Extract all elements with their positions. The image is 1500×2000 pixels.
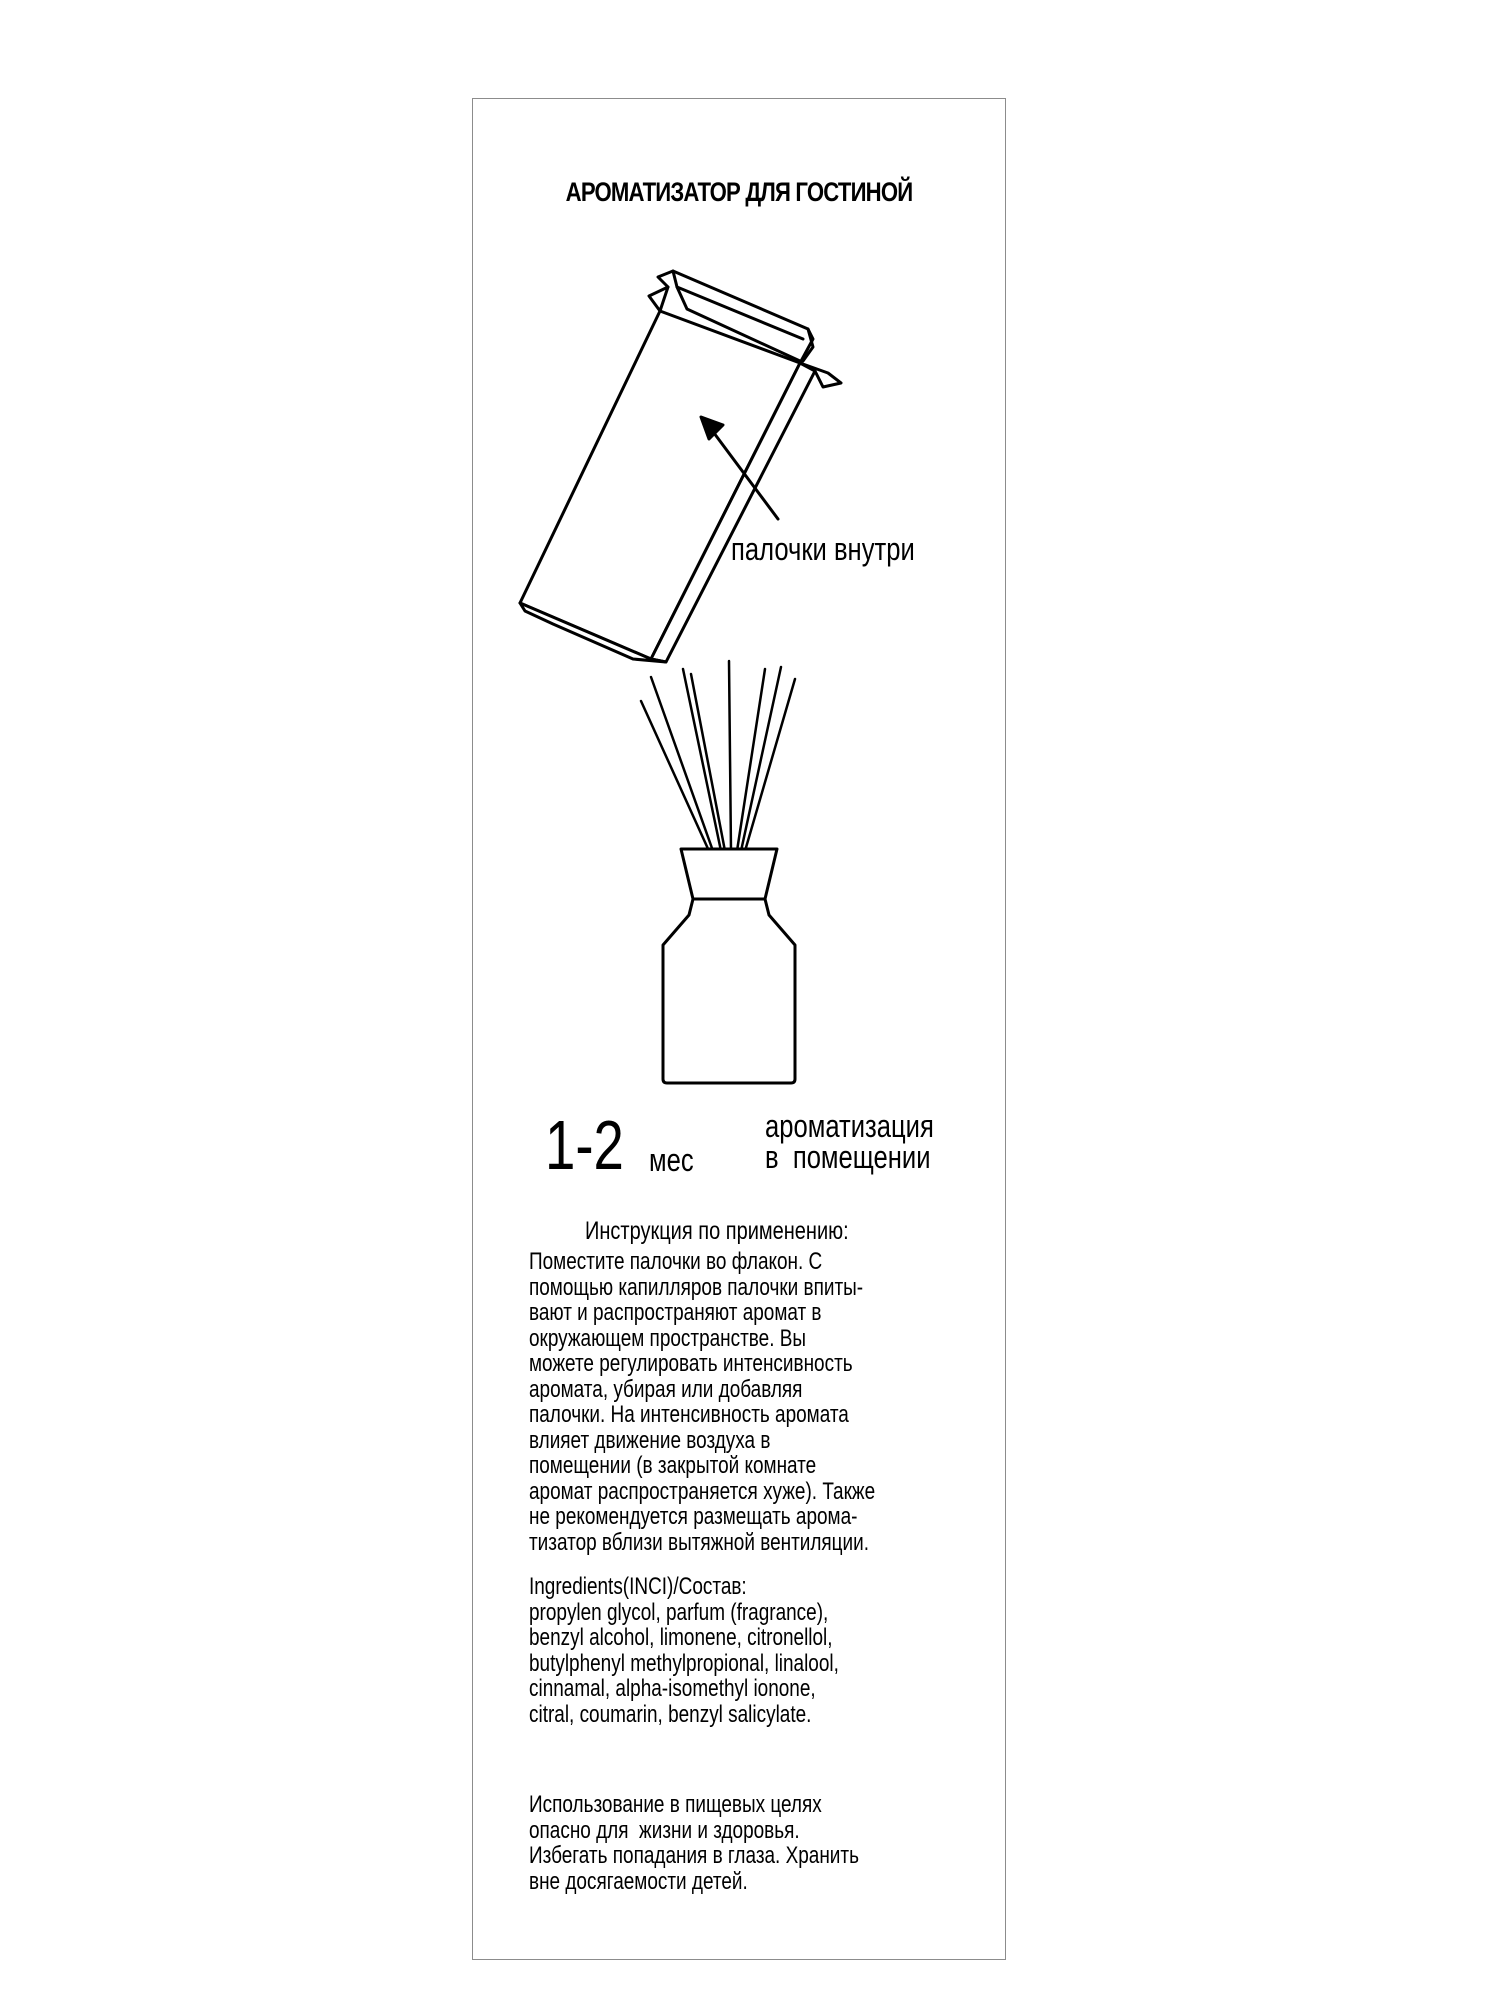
duration-number: 1-2 — [545, 1106, 624, 1184]
duration-desc-line: в помещении — [765, 1139, 931, 1175]
ingredients-text — [529, 1574, 948, 1727]
reed-sticks-icon — [641, 661, 795, 851]
instructions-text — [529, 1249, 948, 1555]
instructions-line: аромат распространяется хуже). Также — [529, 1477, 876, 1505]
warning-line: Использование в пищевых целях — [529, 1791, 822, 1818]
instructions-line: помещении (в закрытой комнате — [529, 1452, 817, 1479]
instructions-line: помощью капилляров палочки впиты- — [529, 1273, 864, 1301]
instructions-line: тизатор вблизи вытяжной вентиляции. — [529, 1528, 869, 1556]
instructions-line: аромата, убирая или добавляя — [529, 1375, 803, 1403]
warning-line: вне досягаемости детей. — [529, 1867, 748, 1895]
ingredients-line: citral, coumarin, benzyl salicylate. — [529, 1700, 812, 1728]
duration-unit: мес — [649, 1142, 694, 1178]
instructions-line: не рекомендуется размещать арома- — [529, 1503, 858, 1530]
instructions-line: палочки. На интенсивность аромата — [529, 1401, 849, 1428]
ingredients-line: cinnamal, alpha-isomethyl ionone, — [529, 1675, 816, 1702]
ingredients-line: butylphenyl methylpropional, linalool, — [529, 1649, 839, 1677]
instructions-line: Поместите палочки во флакон. С — [529, 1248, 823, 1275]
diffuser-bottle-icon — [663, 849, 795, 1083]
product-label — [472, 98, 1006, 1960]
instructions-line: влияет движение воздуха в — [529, 1426, 771, 1454]
warning-text — [529, 1792, 948, 1894]
box-icon — [520, 271, 841, 662]
ingredients-line: benzyl alcohol, limonene, citronellol, — [529, 1624, 833, 1651]
ingredients-line: propylen glycol, parfum (fragrance), — [529, 1598, 829, 1626]
warning-line: Избегать попадания в глаза. Хранить — [529, 1842, 859, 1869]
instructions-line: можете регулировать интенсивность — [529, 1350, 853, 1377]
warning-line: опасно для жизни и здоровья. — [529, 1816, 800, 1844]
ingredients-heading: Ingredients(INCI)/Состав: — [529, 1573, 747, 1600]
instructions-line: окружающем пространстве. Вы — [529, 1324, 807, 1352]
sticks-inside-label: палочки внутри — [731, 531, 915, 567]
instructions-line: вают и распространяют аромат в — [529, 1299, 822, 1326]
duration-desc-line: ароматизация — [765, 1108, 934, 1144]
illustration — [473, 99, 1007, 1199]
label-title: АРОМАТИЗАТОР ДЛЯ ГОСТИНОЙ — [565, 177, 913, 207]
instructions-heading: Инструкция по применению: — [585, 1217, 849, 1245]
duration-description — [765, 1108, 934, 1175]
